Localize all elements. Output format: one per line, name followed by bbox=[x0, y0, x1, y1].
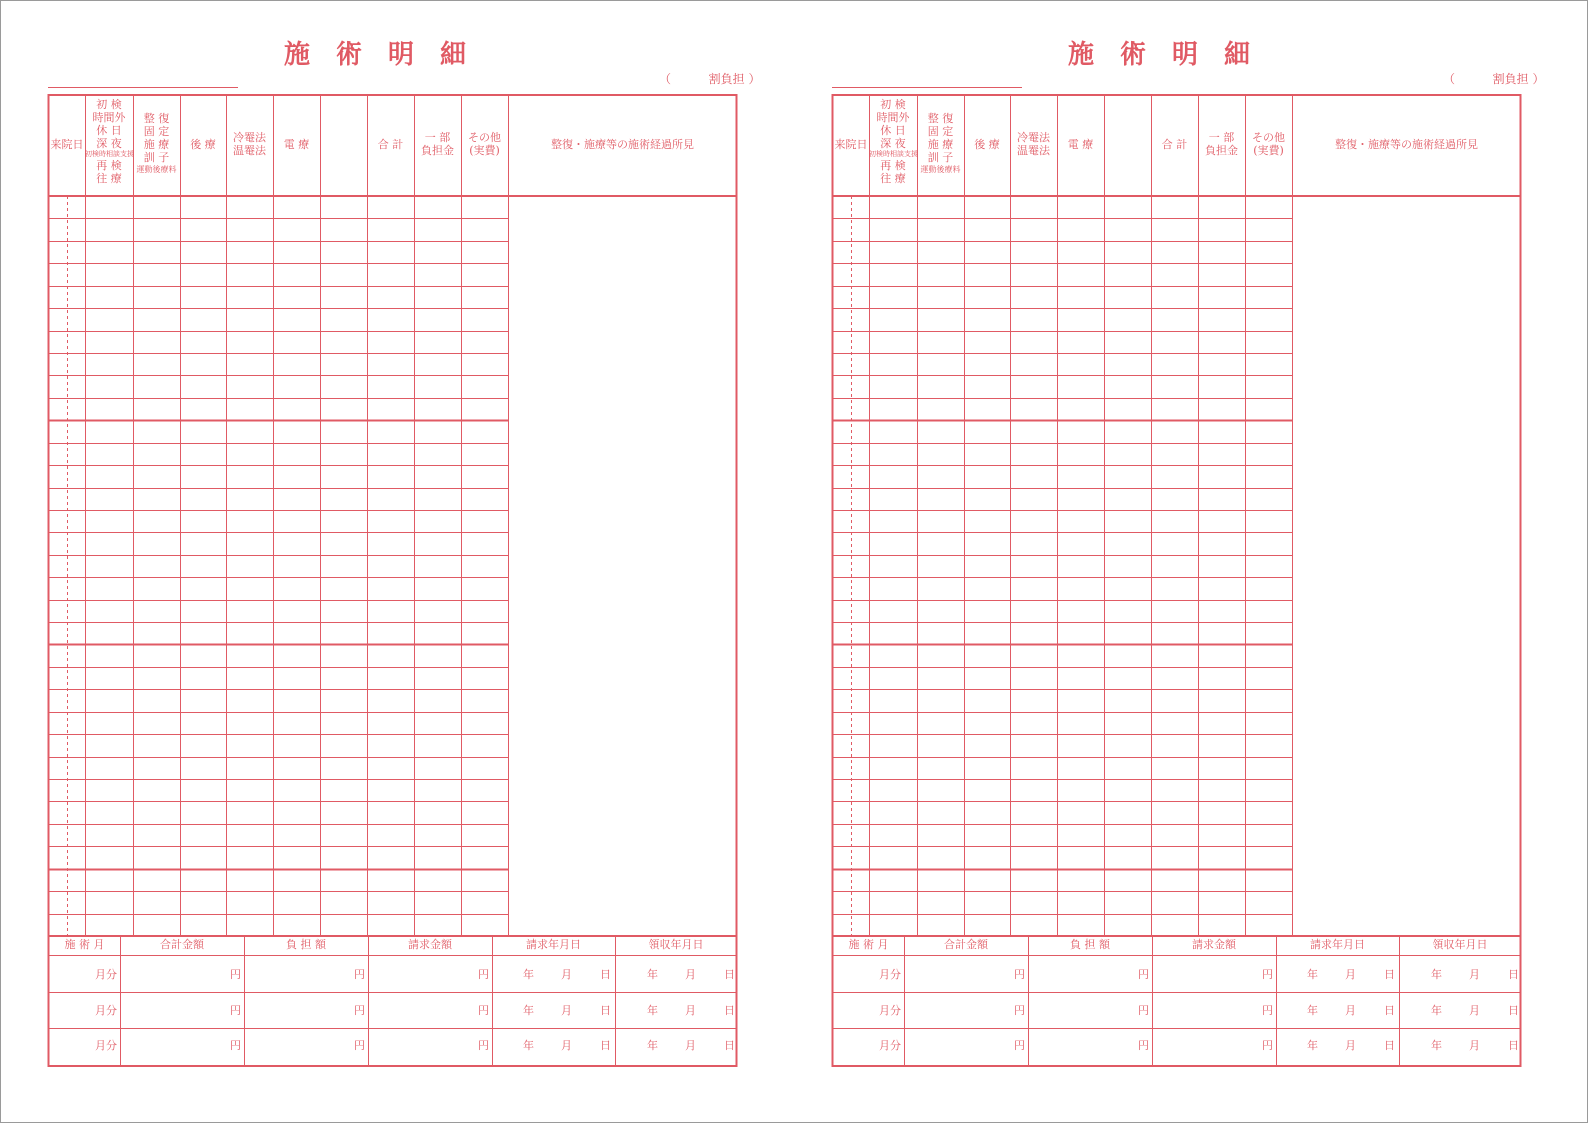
summary-billing-year: 年 bbox=[523, 1039, 534, 1052]
header-col5: 電 療 bbox=[283, 138, 310, 151]
summary-total-yen: 円 bbox=[230, 1004, 241, 1017]
summary-head-receipt-date: 領収年月日 bbox=[648, 938, 704, 951]
summary-billing-month: 月 bbox=[561, 1039, 572, 1052]
summary-billing-day: 日 bbox=[1384, 1004, 1395, 1017]
ratio-close: ） bbox=[748, 72, 761, 86]
summary-billing-year: 年 bbox=[1307, 968, 1318, 981]
summary-receipt-year: 年 bbox=[1431, 1004, 1442, 1017]
summary-billing-yen: 円 bbox=[478, 1004, 489, 1017]
summary-head-billing: 請求金額 bbox=[1192, 938, 1236, 951]
summary-receipt-day: 日 bbox=[724, 1004, 735, 1017]
summary-billing-day: 日 bbox=[600, 1039, 611, 1052]
header-col4: 冷罨法 温罨法 bbox=[233, 131, 266, 157]
ratio-open: （ bbox=[659, 72, 672, 86]
summary-billing-day: 日 bbox=[600, 968, 611, 981]
summary-burden-yen: 円 bbox=[1138, 1039, 1149, 1052]
summary-billing-year: 年 bbox=[1307, 1039, 1318, 1052]
header-col7: 合 計 bbox=[377, 138, 404, 151]
summary-receipt-year: 年 bbox=[647, 1004, 658, 1017]
summary-total-yen: 円 bbox=[1014, 1039, 1025, 1052]
summary-billing-yen: 円 bbox=[478, 1039, 489, 1052]
summary-burden-yen: 円 bbox=[354, 1039, 365, 1052]
header-col9: その他 (実費) bbox=[1252, 131, 1285, 157]
summary-receipt-month: 月 bbox=[1469, 1039, 1480, 1052]
header-col8: 一 部 負担金 bbox=[421, 131, 454, 157]
summary-receipt-month: 月 bbox=[1469, 968, 1480, 981]
summary-month-unit: 月分 bbox=[95, 1004, 117, 1017]
summary-billing-month: 月 bbox=[561, 968, 572, 981]
form-border bbox=[833, 95, 1521, 1066]
summary-receipt-month: 月 bbox=[685, 1004, 696, 1017]
summary-burden-yen: 円 bbox=[1138, 1004, 1149, 1017]
summary-total-yen: 円 bbox=[230, 1039, 241, 1052]
summary-head-month: 施 術 月 bbox=[848, 938, 889, 951]
summary-head-burden: 負 担 額 bbox=[286, 938, 326, 951]
summary-receipt-year: 年 bbox=[1431, 968, 1442, 981]
summary-receipt-year: 年 bbox=[647, 1039, 658, 1052]
summary-head-billing-date: 請求年月日 bbox=[1310, 938, 1365, 951]
header-col1: 初 検 時間外 休 日 深 夜 初検時相談支援 再 検 往 療 bbox=[85, 98, 134, 185]
summary-billing-day: 日 bbox=[1384, 968, 1395, 981]
summary-head-month: 施 術 月 bbox=[64, 938, 105, 951]
header-col1: 初 検 時間外 休 日 深 夜 初検時相談支援 再 検 往 療 bbox=[869, 98, 918, 185]
summary-receipt-day: 日 bbox=[724, 1039, 735, 1052]
summary-billing-month: 月 bbox=[1345, 968, 1356, 981]
summary-billing-month: 月 bbox=[561, 1004, 572, 1017]
summary-billing-day: 日 bbox=[1384, 1039, 1395, 1052]
summary-head-billing: 請求金額 bbox=[408, 938, 452, 951]
summary-head-burden: 負 担 額 bbox=[1070, 938, 1110, 951]
summary-billing-year: 年 bbox=[1307, 1004, 1318, 1017]
summary-total-yen: 円 bbox=[1014, 1004, 1025, 1017]
summary-month-unit: 月分 bbox=[95, 1039, 117, 1052]
summary-billing-yen: 円 bbox=[1262, 1004, 1273, 1017]
header-col3: 後 療 bbox=[190, 138, 216, 151]
summary-head-receipt-date: 領収年月日 bbox=[1432, 938, 1488, 951]
summary-receipt-month: 月 bbox=[685, 968, 696, 981]
summary-month-unit: 月分 bbox=[879, 1039, 901, 1052]
summary-receipt-day: 日 bbox=[1508, 1039, 1519, 1052]
summary-burden-yen: 円 bbox=[1138, 968, 1149, 981]
summary-head-billing-date: 請求年月日 bbox=[526, 938, 581, 951]
summary-month-unit: 月分 bbox=[879, 1004, 901, 1017]
summary-billing-year: 年 bbox=[523, 1004, 534, 1017]
header-col7: 合 計 bbox=[1161, 138, 1188, 151]
ratio-label: 割負担 bbox=[1492, 72, 1529, 86]
summary-receipt-day: 日 bbox=[1508, 968, 1519, 981]
header-raiin: 来院日 bbox=[834, 138, 868, 151]
summary-receipt-day: 日 bbox=[724, 968, 735, 981]
ratio-label: 割負担 bbox=[708, 72, 745, 86]
ratio-open: （ bbox=[1443, 72, 1456, 86]
treatment-detail-form-right bbox=[784, 0, 1545, 1123]
summary-billing-yen: 円 bbox=[478, 968, 489, 981]
summary-total-yen: 円 bbox=[230, 968, 241, 981]
header-col10: 整復・施療等の施術経過所見 bbox=[551, 138, 694, 151]
form-border bbox=[49, 95, 737, 1066]
summary-receipt-year: 年 bbox=[647, 968, 658, 981]
header-col9: その他 (実費) bbox=[468, 131, 501, 157]
summary-head-total: 合計金額 bbox=[944, 938, 988, 951]
summary-billing-yen: 円 bbox=[1262, 1039, 1273, 1052]
summary-billing-year: 年 bbox=[523, 968, 534, 981]
summary-month-unit: 月分 bbox=[95, 968, 117, 981]
summary-receipt-month: 月 bbox=[1469, 1004, 1480, 1017]
header-col8: 一 部 負担金 bbox=[1205, 131, 1238, 157]
summary-billing-month: 月 bbox=[1345, 1004, 1356, 1017]
summary-receipt-year: 年 bbox=[1431, 1039, 1442, 1052]
summary-receipt-month: 月 bbox=[685, 1039, 696, 1052]
header-raiin: 来院日 bbox=[50, 138, 84, 151]
summary-total-yen: 円 bbox=[1014, 968, 1025, 981]
header-col10: 整復・施療等の施術経過所見 bbox=[1335, 138, 1478, 151]
summary-billing-month: 月 bbox=[1345, 1039, 1356, 1052]
summary-month-unit: 月分 bbox=[879, 968, 901, 981]
treatment-detail-form-left bbox=[0, 0, 761, 1123]
summary-head-total: 合計金額 bbox=[160, 938, 204, 951]
summary-burden-yen: 円 bbox=[354, 1004, 365, 1017]
summary-burden-yen: 円 bbox=[354, 968, 365, 981]
header-col2: 整 復 固 定 施 療 訓 子 運動後療料 bbox=[920, 112, 961, 174]
summary-billing-day: 日 bbox=[600, 1004, 611, 1017]
header-col5: 電 療 bbox=[1067, 138, 1094, 151]
header-col4: 冷罨法 温罨法 bbox=[1017, 131, 1050, 157]
form-title: 施術明細 bbox=[1067, 40, 1276, 70]
header-col3: 後 療 bbox=[974, 138, 1000, 151]
form-title: 施術明細 bbox=[283, 40, 492, 70]
header-col2: 整 復 固 定 施 療 訓 子 運動後療料 bbox=[136, 112, 177, 174]
summary-billing-yen: 円 bbox=[1262, 968, 1273, 981]
summary-receipt-day: 日 bbox=[1508, 1004, 1519, 1017]
ratio-close: ） bbox=[1532, 72, 1545, 86]
